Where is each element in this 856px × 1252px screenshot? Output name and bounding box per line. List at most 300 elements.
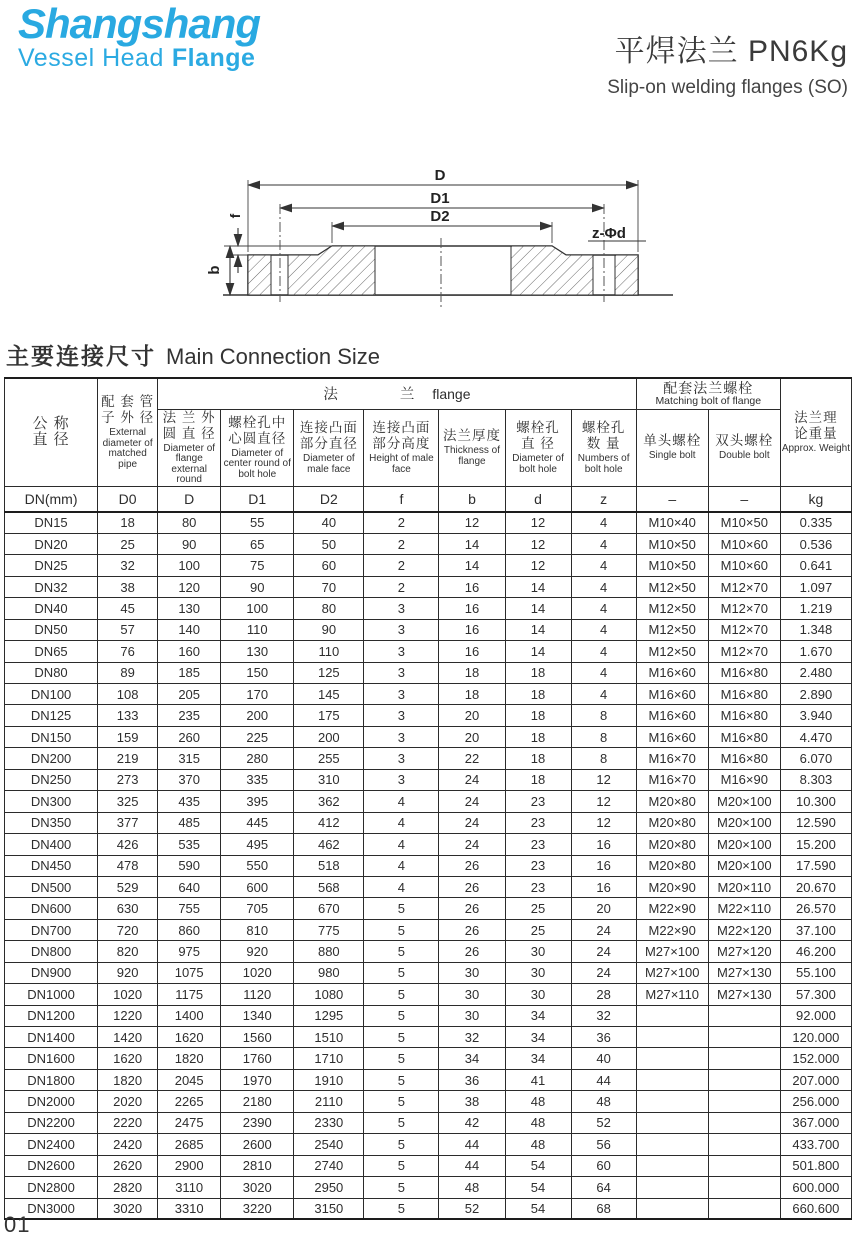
value-cell: 52 [439, 1198, 505, 1219]
dn-cell: DN3000 [5, 1198, 98, 1219]
value-cell: 1620 [98, 1048, 158, 1069]
value-cell: 535 [158, 834, 221, 855]
value-cell: 445 [221, 812, 294, 833]
value-cell: 501.800 [780, 1155, 851, 1176]
value-cell: M16×70 [636, 769, 708, 790]
value-cell: M12×70 [708, 641, 780, 662]
value-cell: 12 [439, 512, 505, 533]
value-cell: 256.000 [780, 1091, 851, 1112]
value-cell: 20 [571, 898, 636, 919]
value-cell: M10×50 [636, 533, 708, 554]
table-row [5, 555, 852, 576]
value-cell: 65 [221, 533, 294, 554]
value-cell: 34 [505, 1027, 571, 1048]
value-cell: 25 [505, 919, 571, 940]
value-cell: 775 [294, 919, 364, 940]
value-cell [708, 1155, 780, 1176]
value-cell: 3 [364, 726, 439, 747]
dn-cell: DN65 [5, 641, 98, 662]
value-cell: 110 [221, 619, 294, 640]
value-cell: 30 [505, 962, 571, 983]
value-cell: 25 [98, 533, 158, 554]
value-cell: 14 [505, 598, 571, 619]
value-cell: 600 [221, 876, 294, 897]
value-cell: 3 [364, 684, 439, 705]
value-cell: 34 [439, 1048, 505, 1069]
dn-cell: DN2200 [5, 1112, 98, 1133]
table-row [5, 898, 852, 919]
value-cell: 4 [571, 512, 636, 533]
value-cell: 395 [221, 791, 294, 812]
value-cell: 568 [294, 876, 364, 897]
value-cell: 810 [221, 919, 294, 940]
value-cell: M22×90 [636, 919, 708, 940]
section-title-cn: 主要连接尺寸 [6, 343, 156, 369]
value-cell: M27×100 [636, 941, 708, 962]
dim-label-D2: D2 [430, 208, 450, 225]
value-cell: 1970 [221, 1069, 294, 1090]
table-row [5, 984, 852, 1005]
dn-cell: DN500 [5, 876, 98, 897]
value-cell: 60 [571, 1155, 636, 1176]
value-cell: 18 [439, 684, 505, 705]
section-title-en: Main Connection Size [166, 344, 381, 369]
value-cell: 130 [158, 598, 221, 619]
dn-cell: DN2400 [5, 1134, 98, 1155]
symbol-cell: kg [780, 486, 851, 512]
value-cell: 145 [294, 684, 364, 705]
value-cell: 335 [221, 769, 294, 790]
value-cell: 150 [221, 662, 294, 683]
table-row [5, 684, 852, 705]
value-cell: 5 [364, 919, 439, 940]
value-cell: 24 [439, 834, 505, 855]
value-cell: M12×50 [636, 598, 708, 619]
value-cell: M12×70 [708, 619, 780, 640]
value-cell: 3150 [294, 1198, 364, 1219]
value-cell: 3 [364, 769, 439, 790]
value-cell: M27×130 [708, 962, 780, 983]
table-row [5, 1112, 852, 1133]
table-row [5, 1198, 852, 1219]
value-cell: 1820 [98, 1069, 158, 1090]
value-cell: 640 [158, 876, 221, 897]
value-cell: M16×80 [708, 684, 780, 705]
value-cell: 590 [158, 855, 221, 876]
dn-cell: DN600 [5, 898, 98, 919]
value-cell: 3310 [158, 1198, 221, 1219]
value-cell: M20×90 [636, 876, 708, 897]
dn-cell: DN300 [5, 791, 98, 812]
value-cell: M16×70 [636, 748, 708, 769]
col-header-bolt-hole-numbers: 螺栓孔 数 量 Numbers of bolt hole [571, 409, 636, 486]
value-cell: 64 [571, 1177, 636, 1198]
value-cell: 1020 [221, 962, 294, 983]
value-cell: 2110 [294, 1091, 364, 1112]
value-cell: 205 [158, 684, 221, 705]
value-cell: 2540 [294, 1134, 364, 1155]
dn-cell: DN50 [5, 619, 98, 640]
value-cell: 2390 [221, 1112, 294, 1133]
value-cell: 15.200 [780, 834, 851, 855]
value-cell [636, 1091, 708, 1112]
value-cell: 1.219 [780, 598, 851, 619]
value-cell: 125 [294, 662, 364, 683]
value-cell [636, 1069, 708, 1090]
value-cell: 16 [571, 876, 636, 897]
value-cell: 1.097 [780, 576, 851, 597]
value-cell: 14 [505, 576, 571, 597]
value-cell: 200 [294, 726, 364, 747]
value-cell: 175 [294, 705, 364, 726]
value-cell: 16 [571, 855, 636, 876]
value-cell: 2330 [294, 1112, 364, 1133]
col-header-bolt-hole-diameter: 螺栓孔 直 径 Diameter of bolt hole [505, 409, 571, 486]
value-cell: 4 [571, 598, 636, 619]
value-cell [636, 1027, 708, 1048]
symbol-cell: b [439, 486, 505, 512]
table-row [5, 619, 852, 640]
value-cell: 2020 [98, 1091, 158, 1112]
value-cell: 2045 [158, 1069, 221, 1090]
col-header-matched-pipe: 配 套 管 子 外 径 External diameter of matched pipe [98, 378, 158, 486]
value-cell: M10×40 [636, 512, 708, 533]
value-cell: 130 [221, 641, 294, 662]
value-cell: 57.300 [780, 984, 851, 1005]
value-cell: 495 [221, 834, 294, 855]
value-cell: 18 [505, 662, 571, 683]
table-row [5, 1177, 852, 1198]
dn-cell: DN2800 [5, 1177, 98, 1198]
value-cell: 720 [98, 919, 158, 940]
value-cell [636, 1048, 708, 1069]
value-cell: 1120 [221, 984, 294, 1005]
value-cell: 17.590 [780, 855, 851, 876]
value-cell: M16×60 [636, 684, 708, 705]
table-row [5, 748, 852, 769]
value-cell: M10×50 [708, 512, 780, 533]
value-cell: 30 [439, 984, 505, 1005]
value-cell [708, 1198, 780, 1219]
value-cell: 25 [505, 898, 571, 919]
value-cell: 2475 [158, 1112, 221, 1133]
value-cell: 48 [571, 1091, 636, 1112]
value-cell: 70 [294, 576, 364, 597]
value-cell: 2810 [221, 1155, 294, 1176]
value-cell: 24 [439, 769, 505, 790]
dn-cell: DN350 [5, 812, 98, 833]
value-cell: 120.000 [780, 1027, 851, 1048]
value-cell: 37.100 [780, 919, 851, 940]
value-cell: 2265 [158, 1091, 221, 1112]
value-cell [636, 1198, 708, 1219]
value-cell: 23 [505, 791, 571, 812]
value-cell: 5 [364, 1091, 439, 1112]
value-cell: 40 [294, 512, 364, 533]
dn-cell: DN125 [5, 705, 98, 726]
value-cell: 4 [571, 576, 636, 597]
value-cell: M20×80 [636, 812, 708, 833]
value-cell: 2420 [98, 1134, 158, 1155]
value-cell [636, 1134, 708, 1155]
page-title: 平焊法兰 PN6Kg [614, 35, 848, 68]
value-cell: 44 [439, 1134, 505, 1155]
value-cell: 2740 [294, 1155, 364, 1176]
col-header-flange-outer-diameter: 法 兰 外 圆 直 径 Diameter of flange external round [158, 409, 221, 486]
value-cell: M16×80 [708, 726, 780, 747]
value-cell: 68 [571, 1198, 636, 1219]
value-cell: M12×70 [708, 576, 780, 597]
brand-name: Shangshang [18, 0, 261, 47]
dn-cell: DN1400 [5, 1027, 98, 1048]
value-cell: 57 [98, 619, 158, 640]
value-cell: 260 [158, 726, 221, 747]
value-cell: M12×50 [636, 641, 708, 662]
value-cell: 670 [294, 898, 364, 919]
value-cell: 478 [98, 855, 158, 876]
value-cell: 8 [571, 748, 636, 769]
value-cell: M16×80 [708, 662, 780, 683]
value-cell: 30 [505, 941, 571, 962]
value-cell: 920 [98, 962, 158, 983]
value-cell: M22×120 [708, 919, 780, 940]
value-cell: 6.070 [780, 748, 851, 769]
value-cell: 14 [439, 533, 505, 554]
value-cell: 980 [294, 962, 364, 983]
brand-tagline [18, 44, 260, 73]
dn-cell: DN1000 [5, 984, 98, 1005]
value-cell: 2220 [98, 1112, 158, 1133]
value-cell: 18 [505, 705, 571, 726]
value-cell: 4 [571, 641, 636, 662]
value-cell: 5 [364, 898, 439, 919]
symbol-cell: D0 [98, 486, 158, 512]
value-cell: 820 [98, 941, 158, 962]
dim-label-D: D [434, 167, 446, 184]
value-cell: 280 [221, 748, 294, 769]
value-cell: 4 [364, 876, 439, 897]
value-cell: 14 [505, 641, 571, 662]
col-header-flange-thickness: 法兰厚度 Thickness of flange [439, 409, 505, 486]
value-cell: 20 [439, 705, 505, 726]
value-cell: 1820 [158, 1048, 221, 1069]
table-row [5, 1027, 852, 1048]
group-header-flange: 法 兰 flange [158, 378, 637, 409]
value-cell: 23 [505, 876, 571, 897]
value-cell: 133 [98, 705, 158, 726]
value-cell: 41 [505, 1069, 571, 1090]
value-cell: 5 [364, 1134, 439, 1155]
value-cell: 152.000 [780, 1048, 851, 1069]
value-cell: 2 [364, 576, 439, 597]
value-cell [708, 1134, 780, 1155]
value-cell: 18 [505, 684, 571, 705]
symbol-cell: f [364, 486, 439, 512]
value-cell [636, 1155, 708, 1176]
value-cell: 1.670 [780, 641, 851, 662]
value-cell: 52 [571, 1112, 636, 1133]
symbol-cell: – [636, 486, 708, 512]
value-cell: 3220 [221, 1198, 294, 1219]
value-cell: 485 [158, 812, 221, 833]
value-cell [708, 1048, 780, 1069]
value-cell: 3020 [221, 1177, 294, 1198]
value-cell: 12 [571, 769, 636, 790]
value-cell: 8 [571, 705, 636, 726]
table-row [5, 726, 852, 747]
value-cell: M20×100 [708, 855, 780, 876]
value-cell: 5 [364, 1155, 439, 1176]
col-header-male-face-diameter: 连接凸面 部分直径 Diameter of male face [294, 409, 364, 486]
value-cell: 24 [439, 812, 505, 833]
value-cell: 8 [571, 726, 636, 747]
value-cell: 55.100 [780, 962, 851, 983]
value-cell: 76 [98, 641, 158, 662]
table-row [5, 1048, 852, 1069]
value-cell: M16×80 [708, 705, 780, 726]
value-cell: 1400 [158, 1005, 221, 1026]
brand-logo [18, 2, 260, 73]
table-row [5, 1005, 852, 1026]
value-cell: M12×50 [636, 576, 708, 597]
value-cell: 48 [505, 1091, 571, 1112]
value-cell: 377 [98, 812, 158, 833]
value-cell: M22×110 [708, 898, 780, 919]
value-cell: 550 [221, 855, 294, 876]
value-cell: 4 [364, 855, 439, 876]
value-cell: 18 [98, 512, 158, 533]
value-cell: 90 [158, 533, 221, 554]
value-cell: 426 [98, 834, 158, 855]
value-cell: 16 [571, 834, 636, 855]
dn-cell: DN32 [5, 576, 98, 597]
value-cell: 2900 [158, 1155, 221, 1176]
value-cell: 4 [364, 812, 439, 833]
value-cell: 22 [439, 748, 505, 769]
col-header-single-bolt: 单头螺栓 Single bolt [636, 409, 708, 486]
value-cell: 1075 [158, 962, 221, 983]
symbol-cell: z [571, 486, 636, 512]
value-cell: 14 [439, 555, 505, 576]
value-cell: M20×110 [708, 876, 780, 897]
symbol-cell: DN(mm) [5, 486, 98, 512]
value-cell [708, 1005, 780, 1026]
value-cell: 5 [364, 1048, 439, 1069]
value-cell: 45 [98, 598, 158, 619]
value-cell: 24 [439, 791, 505, 812]
value-cell: 12 [505, 555, 571, 576]
value-cell: 32 [439, 1027, 505, 1048]
value-cell: 24 [571, 941, 636, 962]
dn-cell: DN400 [5, 834, 98, 855]
value-cell: 225 [221, 726, 294, 747]
symbol-cell: D [158, 486, 221, 512]
value-cell: 18 [505, 748, 571, 769]
value-cell: M20×100 [708, 791, 780, 812]
value-cell: 235 [158, 705, 221, 726]
dn-cell: DN150 [5, 726, 98, 747]
table-row [5, 1155, 852, 1176]
value-cell: 23 [505, 855, 571, 876]
group-header-row [5, 378, 852, 409]
value-cell: 10.300 [780, 791, 851, 812]
value-cell: 370 [158, 769, 221, 790]
col-header-double-bolt: 双头螺栓 Double bolt [708, 409, 780, 486]
table-row [5, 919, 852, 940]
dn-cell: DN100 [5, 684, 98, 705]
value-cell: 325 [98, 791, 158, 812]
value-cell: 50 [294, 533, 364, 554]
value-cell: 24 [571, 919, 636, 940]
value-cell: 4 [571, 619, 636, 640]
page-subtitle: Slip-on welding flanges (SO) [607, 77, 848, 98]
value-cell: 255 [294, 748, 364, 769]
table-row [5, 941, 852, 962]
value-cell: M27×120 [708, 941, 780, 962]
value-cell: M16×80 [708, 748, 780, 769]
value-cell: M20×80 [636, 855, 708, 876]
dn-cell: DN2600 [5, 1155, 98, 1176]
value-cell: 1910 [294, 1069, 364, 1090]
table-row [5, 512, 852, 533]
value-cell: 34 [505, 1048, 571, 1069]
value-cell: 4 [571, 662, 636, 683]
value-cell [636, 1005, 708, 1026]
value-cell: 600.000 [780, 1177, 851, 1198]
value-cell: M27×130 [708, 984, 780, 1005]
table-row [5, 533, 852, 554]
col-header-weight: 法兰理 论重量 Approx. Weight [780, 378, 851, 486]
value-cell: 3110 [158, 1177, 221, 1198]
value-cell: 108 [98, 684, 158, 705]
value-cell: 975 [158, 941, 221, 962]
value-cell: 26 [439, 919, 505, 940]
value-cell: 92.000 [780, 1005, 851, 1026]
col-header-male-face-height: 连接凸面 部分高度 Height of male face [364, 409, 439, 486]
dn-cell: DN40 [5, 598, 98, 619]
value-cell: 1510 [294, 1027, 364, 1048]
value-cell: 90 [221, 576, 294, 597]
value-cell: 26.570 [780, 898, 851, 919]
value-cell [636, 1177, 708, 1198]
value-cell: 2620 [98, 1155, 158, 1176]
value-cell: 44 [571, 1069, 636, 1090]
value-cell: M10×60 [708, 555, 780, 576]
table-row [5, 662, 852, 683]
value-cell: 1080 [294, 984, 364, 1005]
value-cell: 462 [294, 834, 364, 855]
value-cell: 14 [505, 619, 571, 640]
value-cell: 12.590 [780, 812, 851, 833]
value-cell: 20.670 [780, 876, 851, 897]
value-cell: 26 [439, 898, 505, 919]
dn-cell: DN25 [5, 555, 98, 576]
value-cell: 5 [364, 1005, 439, 1026]
value-cell: 2 [364, 555, 439, 576]
table-row [5, 812, 852, 833]
value-cell: 18 [505, 726, 571, 747]
value-cell: 2 [364, 512, 439, 533]
value-cell: 46.200 [780, 941, 851, 962]
value-cell: 5 [364, 941, 439, 962]
value-cell: 5 [364, 1112, 439, 1133]
value-cell: 30 [439, 962, 505, 983]
value-cell [708, 1177, 780, 1198]
value-cell: 8.303 [780, 769, 851, 790]
table-row [5, 598, 852, 619]
value-cell: M27×110 [636, 984, 708, 1005]
page-title-block [607, 26, 848, 99]
